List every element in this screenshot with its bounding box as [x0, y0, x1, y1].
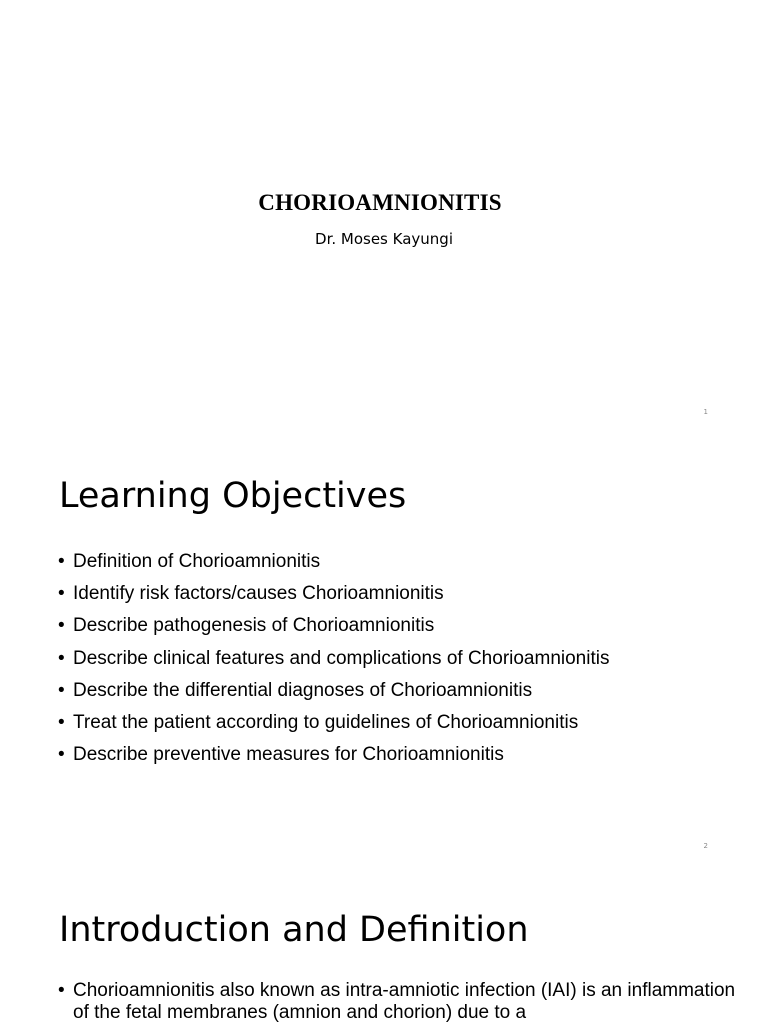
definition-list — [58, 980, 738, 1024]
list-item: • Chorioamnionitis also known as intra-amniotic infection (IAI) is an inflammation of the fetal membranes (amnion and chorion) due to a — [58, 980, 738, 1024]
list-item: • Identify risk factors/causes Chorioamnionitis — [58, 578, 609, 610]
slide-number: 2 — [703, 842, 708, 850]
presenter-name: Dr. Moses Kayungi — [315, 230, 453, 248]
list-item: • Definition of Chorioamnionitis — [58, 546, 609, 578]
list-item: • Describe preventive measures for Chorioamnionitis — [58, 739, 609, 771]
list-item: • Describe the differential diagnoses of Chorioamnionitis — [58, 675, 609, 707]
objectives-list — [58, 546, 609, 771]
introduction-slide — [0, 868, 768, 1024]
list-item: • Describe pathogenesis of Chorioamnionitis — [58, 610, 609, 642]
slide-heading: Introduction and Definition — [59, 910, 529, 950]
presentation-title: CHORIOAMNIONITIS — [258, 190, 502, 215]
slide-heading: Learning Objectives — [59, 476, 407, 516]
list-item: • Describe clinical features and complications of Chorioamnionitis — [58, 643, 609, 675]
title-slide — [0, 0, 768, 433]
learning-objectives-slide — [0, 434, 768, 867]
list-item: • Treat the patient according to guidelines of Chorioamnionitis — [58, 707, 609, 739]
slide-number: 1 — [703, 408, 708, 416]
